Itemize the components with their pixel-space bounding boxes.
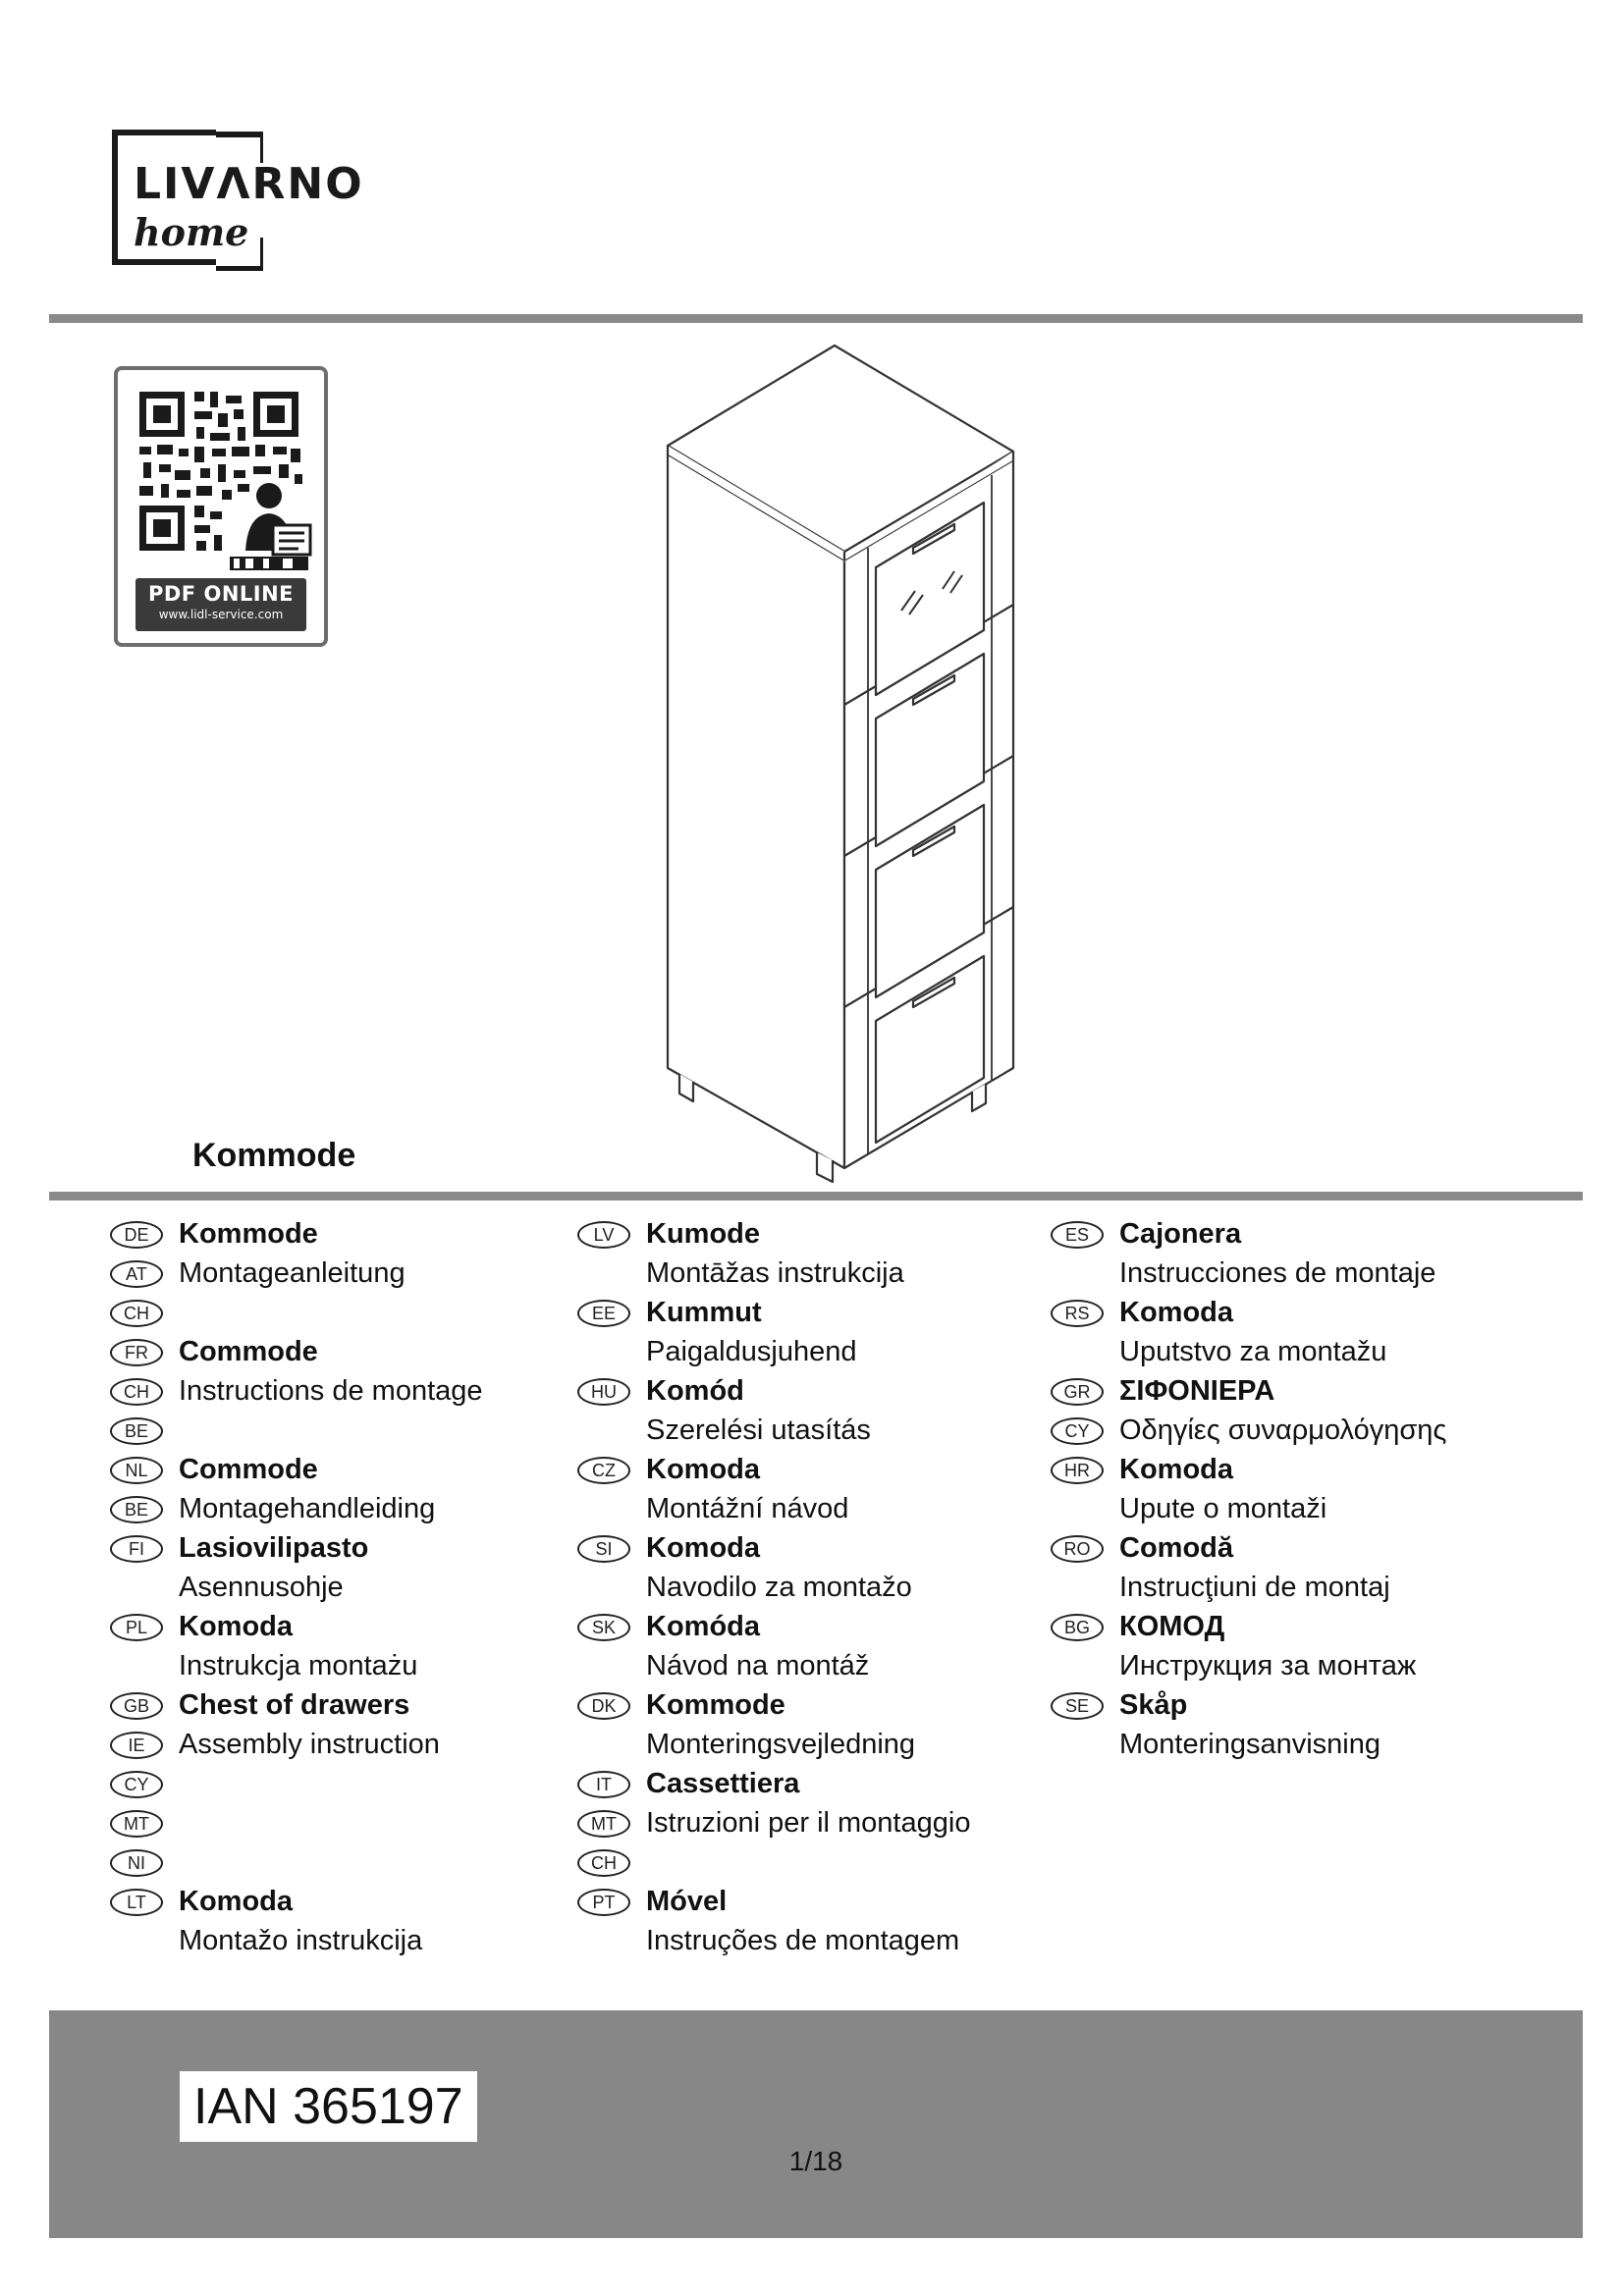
- product-name-translation: ΣΙΦΟΝΙΕΡΑ: [1119, 1375, 1275, 1407]
- instruction-title-translation: Инструкция за монтаж: [1119, 1650, 1417, 1682]
- country-code-badge: PT: [577, 1889, 630, 1916]
- instruction-title-translation: Montageanleitung: [179, 1257, 406, 1289]
- middle-divider: [49, 1192, 1583, 1201]
- country-code-badge: MT: [110, 1810, 163, 1838]
- instruction-title-translation: Istruzioni per il montaggio: [646, 1807, 971, 1839]
- language-entry: [577, 1924, 1039, 1963]
- language-entry: [1051, 1610, 1581, 1649]
- country-code-badge: CY: [1051, 1417, 1104, 1445]
- product-name-translation: КОМОД: [1119, 1611, 1225, 1642]
- language-entry: [577, 1492, 1039, 1531]
- country-code-badge: MT: [577, 1810, 630, 1838]
- pdf-online-url: www.lidl-service.com: [158, 608, 284, 621]
- instruction-title-translation: Montažo instrukcija: [179, 1925, 423, 1956]
- country-code-badge: CY: [110, 1771, 163, 1798]
- instruction-title-translation: Monteringsanvisning: [1119, 1729, 1380, 1760]
- pdf-online-title: PDF ONLINE: [147, 582, 295, 606]
- country-code-badge: BE: [110, 1417, 163, 1445]
- product-name-translation: Kumode: [646, 1218, 760, 1250]
- product-name-translation: Comodă: [1119, 1532, 1233, 1564]
- qr-code-card[interactable]: [114, 366, 328, 647]
- instruction-title-translation: Instrukcja montażu: [179, 1650, 418, 1682]
- product-name-translation: Komoda: [646, 1454, 760, 1485]
- instruction-title-translation: Navodilo za montažo: [646, 1572, 912, 1603]
- country-code-badge: GB: [110, 1692, 163, 1720]
- language-entry: [577, 1806, 1039, 1845]
- country-code-badge: SK: [577, 1614, 630, 1641]
- country-code-badge: CZ: [577, 1457, 630, 1484]
- instruction-title-translation: Assembly instruction: [179, 1729, 440, 1760]
- product-name-translation: Komód: [646, 1375, 744, 1407]
- language-entry: [1051, 1453, 1581, 1492]
- product-name-translation: Lasiovilipasto: [179, 1532, 369, 1564]
- language-entry: [110, 1492, 562, 1531]
- product-name-translation: Komoda: [179, 1611, 293, 1642]
- country-code-badge: FR: [110, 1339, 163, 1366]
- product-name-translation: Kommode: [646, 1689, 785, 1721]
- language-entry: [1051, 1217, 1581, 1256]
- language-entry: [110, 1610, 562, 1649]
- instruction-title-translation: Návod na montáž: [646, 1650, 870, 1682]
- language-entry: [110, 1728, 562, 1767]
- language-column-2: [577, 1217, 1039, 1963]
- pdf-online-label: [135, 578, 306, 631]
- language-entry: [1051, 1688, 1581, 1728]
- language-entry: [577, 1531, 1039, 1571]
- language-entry: [577, 1845, 1039, 1885]
- instruction-title-translation: Upute o montaži: [1119, 1493, 1327, 1524]
- country-code-badge: CH: [110, 1378, 163, 1406]
- language-entry: [110, 1571, 562, 1610]
- instruction-title-translation: Monteringsvejledning: [646, 1729, 916, 1760]
- country-code-badge: HR: [1051, 1457, 1104, 1484]
- instruction-title-translation: Instrucciones de montaje: [1119, 1257, 1436, 1289]
- language-entry: [110, 1453, 562, 1492]
- instruction-title-translation: Montážní návod: [646, 1493, 849, 1524]
- product-name-translation: Skåp: [1119, 1689, 1188, 1721]
- country-code-badge: FI: [110, 1535, 163, 1563]
- country-code-badge: BE: [110, 1496, 163, 1523]
- language-entry: [1051, 1571, 1581, 1610]
- language-entry: [110, 1217, 562, 1256]
- country-code-badge: GR: [1051, 1378, 1104, 1406]
- logo-sub: home: [134, 210, 249, 254]
- instruction-title-translation: Instrucţiuni de montaj: [1119, 1572, 1390, 1603]
- language-entry: [1051, 1414, 1581, 1453]
- product-name-translation: Komoda: [646, 1532, 760, 1564]
- language-entry: [1051, 1492, 1581, 1531]
- language-entry: [577, 1414, 1039, 1453]
- language-entry: [577, 1688, 1039, 1728]
- livarno-logo: [110, 128, 391, 275]
- country-code-badge: NL: [110, 1457, 163, 1484]
- language-entry: [110, 1885, 562, 1924]
- country-code-badge: SE: [1051, 1692, 1104, 1720]
- instruction-title-translation: Szerelési utasítás: [646, 1415, 871, 1446]
- country-code-badge: EE: [577, 1300, 630, 1327]
- country-code-badge: PL: [110, 1614, 163, 1641]
- product-name-translation: Móvel: [646, 1886, 728, 1917]
- language-entry: [577, 1610, 1039, 1649]
- language-entry: [577, 1296, 1039, 1335]
- country-code-badge: LT: [110, 1889, 163, 1916]
- chest-of-drawers-illustration: [658, 340, 1031, 1184]
- country-code-badge: ES: [1051, 1221, 1104, 1249]
- instruction-title-translation: Instructions de montage: [179, 1375, 483, 1407]
- language-entry: [110, 1296, 562, 1335]
- language-entry: [110, 1688, 562, 1728]
- country-code-badge: HU: [577, 1378, 630, 1406]
- ian-number: IAN 365197: [180, 2071, 477, 2142]
- language-entry: [110, 1845, 562, 1885]
- instruction-title-translation: Uputstvo za montažu: [1119, 1336, 1387, 1367]
- language-entry: [577, 1335, 1039, 1374]
- language-column-1: [110, 1217, 562, 1963]
- country-code-badge: CH: [577, 1849, 630, 1877]
- country-code-badge: LV: [577, 1221, 630, 1249]
- top-divider: [49, 314, 1583, 323]
- language-entry: [1051, 1296, 1581, 1335]
- language-entry: [1051, 1335, 1581, 1374]
- language-entry: [577, 1256, 1039, 1296]
- product-name-translation: Chest of drawers: [179, 1689, 410, 1721]
- instruction-title-translation: Οδηγίες συναρμολόγησης: [1119, 1415, 1447, 1446]
- language-entry: [577, 1374, 1039, 1414]
- language-column-3: [1051, 1217, 1581, 1767]
- language-entry: [577, 1453, 1039, 1492]
- product-name-translation: Kommode: [179, 1218, 318, 1250]
- page-number: 1/18: [788, 2146, 843, 2176]
- language-entry: [577, 1728, 1039, 1767]
- product-name-translation: Komoda: [1119, 1297, 1233, 1328]
- product-name-translation: Commode: [179, 1336, 318, 1367]
- language-entry: [110, 1256, 562, 1296]
- language-entry: [577, 1649, 1039, 1688]
- product-name-translation: Komoda: [1119, 1454, 1233, 1485]
- instruction-title-translation: Montāžas instrukcija: [646, 1257, 904, 1289]
- country-code-badge: CH: [110, 1300, 163, 1327]
- instruction-title-translation: Paigaldusjuhend: [646, 1336, 857, 1367]
- language-entry: [110, 1767, 562, 1806]
- country-code-badge: AT: [110, 1260, 163, 1288]
- language-entry: [1051, 1531, 1581, 1571]
- language-entry: [1051, 1256, 1581, 1296]
- qr-code-icon: [135, 388, 314, 574]
- language-entry: [110, 1531, 562, 1571]
- country-code-badge: IE: [110, 1732, 163, 1759]
- country-code-badge: DE: [110, 1221, 163, 1249]
- language-entry: [110, 1335, 562, 1374]
- product-name-translation: Cassettiera: [646, 1768, 800, 1799]
- country-code-badge: BG: [1051, 1614, 1104, 1641]
- language-entry: [577, 1885, 1039, 1924]
- country-code-badge: NI: [110, 1849, 163, 1877]
- language-entry: [110, 1806, 562, 1845]
- language-entry: [1051, 1374, 1581, 1414]
- country-code-badge: IT: [577, 1771, 630, 1798]
- country-code-badge: RS: [1051, 1300, 1104, 1327]
- language-entry: [110, 1414, 562, 1453]
- language-entry: [577, 1217, 1039, 1256]
- logo-brand: LIVΛRNO: [134, 159, 364, 209]
- country-code-badge: DK: [577, 1692, 630, 1720]
- product-name-translation: Commode: [179, 1454, 318, 1485]
- product-title: Kommode: [192, 1137, 356, 1174]
- language-entry: [110, 1374, 562, 1414]
- instruction-title-translation: Montagehandleiding: [179, 1493, 436, 1524]
- language-entry: [577, 1767, 1039, 1806]
- product-name-translation: Komóda: [646, 1611, 760, 1642]
- language-entry: [110, 1924, 562, 1963]
- country-code-badge: SI: [577, 1535, 630, 1563]
- footer-band: [49, 2010, 1583, 2238]
- product-name-translation: Komoda: [179, 1886, 293, 1917]
- country-code-badge: RO: [1051, 1535, 1104, 1563]
- product-name-translation: Cajonera: [1119, 1218, 1242, 1250]
- language-entry: [1051, 1728, 1581, 1767]
- language-entry: [1051, 1649, 1581, 1688]
- product-name-translation: Kummut: [646, 1297, 762, 1328]
- language-entry: [110, 1649, 562, 1688]
- instruction-title-translation: Asennusohje: [179, 1572, 344, 1603]
- instruction-title-translation: Instruções de montagem: [646, 1925, 960, 1956]
- language-entry: [577, 1571, 1039, 1610]
